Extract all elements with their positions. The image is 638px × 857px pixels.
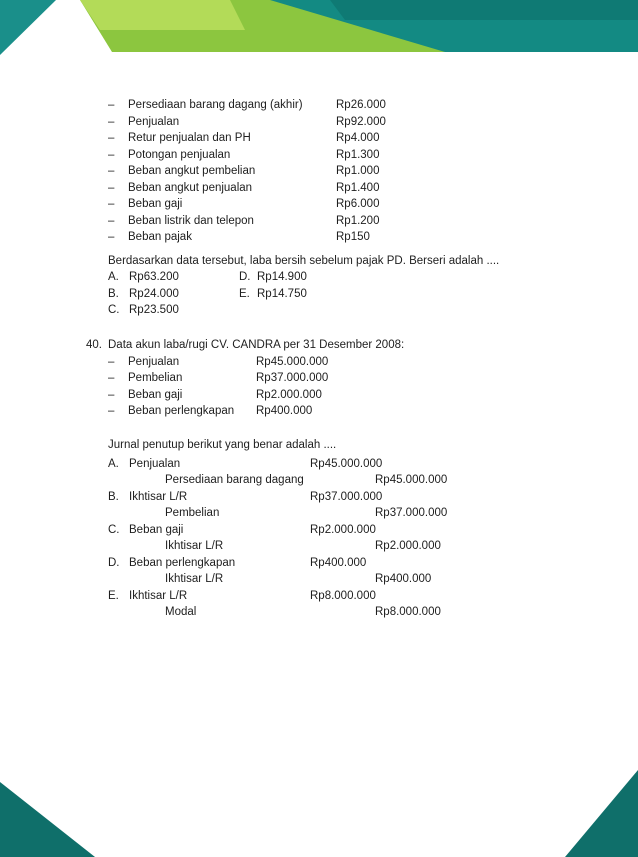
item-label: Beban perlengkapan: [128, 405, 235, 417]
header-teal-left: [0, 0, 56, 55]
journal-debit-value: Rp8.000.000: [310, 590, 376, 602]
journal-debit-value: Rp37.000.000: [310, 491, 383, 503]
list-dash: –: [108, 165, 115, 177]
option-letter: D.: [108, 557, 120, 569]
journal-debit-value: Rp2.000.000: [310, 524, 376, 536]
item-label: Retur penjualan dan PH: [128, 132, 251, 144]
list-dash: –: [108, 231, 115, 243]
list-dash: –: [108, 182, 115, 194]
list-dash: –: [108, 405, 115, 417]
item-value: Rp4.000: [336, 132, 380, 144]
item-value: Rp1.400: [336, 182, 380, 194]
item-label: Beban angkut penjualan: [128, 182, 253, 194]
option-letter: E.: [239, 288, 250, 300]
q40-title: Data akun laba/rugi CV. CANDRA per 31 Desember 2008:: [108, 339, 405, 351]
option-letter: E.: [108, 590, 119, 602]
list-dash: –: [108, 372, 115, 384]
option-letter: C.: [108, 524, 120, 536]
journal-credit-account: Persediaan barang dagang: [165, 474, 304, 486]
item-value: Rp37.000.000: [256, 372, 329, 384]
header-teal-right-shade: [330, 0, 638, 20]
journal-credit-value: Rp37.000.000: [375, 507, 448, 519]
item-value: Rp1.000: [336, 165, 380, 177]
list-dash: –: [108, 356, 115, 368]
list-dash: –: [108, 215, 115, 227]
option-text: Rp14.750: [257, 288, 307, 300]
journal-credit-account: Ikhtisar L/R: [165, 540, 224, 552]
item-value: Rp45.000.000: [256, 356, 329, 368]
list-dash: –: [108, 99, 115, 111]
journal-debit-account: Beban gaji: [129, 524, 184, 536]
item-value: Rp150: [336, 231, 370, 243]
journal-credit-value: Rp45.000.000: [375, 474, 448, 486]
item-value: Rp2.000.000: [256, 389, 322, 401]
journal-debit-account: Ikhtisar L/R: [129, 590, 188, 602]
item-label: Beban gaji: [128, 389, 183, 401]
list-dash: –: [108, 132, 115, 144]
journal-credit-value: Rp2.000.000: [375, 540, 441, 552]
option-text: Rp14.900: [257, 271, 307, 283]
option-letter: C.: [108, 304, 120, 316]
option-letter: D.: [239, 271, 251, 283]
header-green-light: [80, 0, 245, 30]
list-dash: –: [108, 389, 115, 401]
option-text: Rp63.200: [129, 271, 179, 283]
item-value: Rp26.000: [336, 99, 386, 111]
journal-credit-account: Pembelian: [165, 507, 220, 519]
item-label: Penjualan: [128, 116, 180, 128]
item-label: Beban gaji: [128, 198, 183, 210]
item-label: Beban listrik dan telepon: [128, 215, 254, 227]
item-label: Potongan penjualan: [128, 149, 231, 161]
option-letter: A.: [108, 271, 119, 283]
list-dash: –: [108, 198, 115, 210]
journal-credit-value: Rp400.000: [375, 573, 432, 585]
option-letter: B.: [108, 288, 119, 300]
footer-teal-right: [565, 770, 638, 857]
item-label: Penjualan: [128, 356, 180, 368]
footer-corners: [0, 770, 638, 857]
option-text: Rp23.500: [129, 304, 179, 316]
header-banner: [0, 0, 638, 55]
item-label: Beban angkut pembelian: [128, 165, 256, 177]
item-value: Rp92.000: [336, 116, 386, 128]
item-value: Rp6.000: [336, 198, 380, 210]
q39-question: Berdasarkan data tersebut, laba bersih sebelum pajak PD. Berseri adalah ....: [108, 255, 500, 267]
journal-credit-value: Rp8.000.000: [375, 606, 441, 618]
option-text: Rp24.000: [129, 288, 179, 300]
item-value: Rp1.200: [336, 215, 380, 227]
item-label: Pembelian: [128, 372, 183, 384]
journal-debit-account: Penjualan: [129, 458, 181, 470]
q40-question: Jurnal penutup berikut yang benar adalah ....: [108, 439, 337, 451]
journal-debit-value: Rp400.000: [310, 557, 367, 569]
journal-debit-account: Ikhtisar L/R: [129, 491, 188, 503]
list-dash: –: [108, 116, 115, 128]
item-label: Beban pajak: [128, 231, 192, 243]
item-value: Rp400.000: [256, 405, 313, 417]
journal-credit-account: Modal: [165, 606, 197, 618]
list-dash: –: [108, 149, 115, 161]
item-label: Persediaan barang dagang (akhir): [128, 99, 303, 111]
journal-debit-account: Beban perlengkapan: [129, 557, 236, 569]
journal-credit-account: Ikhtisar L/R: [165, 573, 224, 585]
item-value: Rp1.300: [336, 149, 380, 161]
footer-teal-left: [0, 782, 95, 857]
option-letter: A.: [108, 458, 119, 470]
q40-number: 40.: [86, 339, 102, 351]
journal-debit-value: Rp45.000.000: [310, 458, 383, 470]
option-letter: B.: [108, 491, 119, 503]
